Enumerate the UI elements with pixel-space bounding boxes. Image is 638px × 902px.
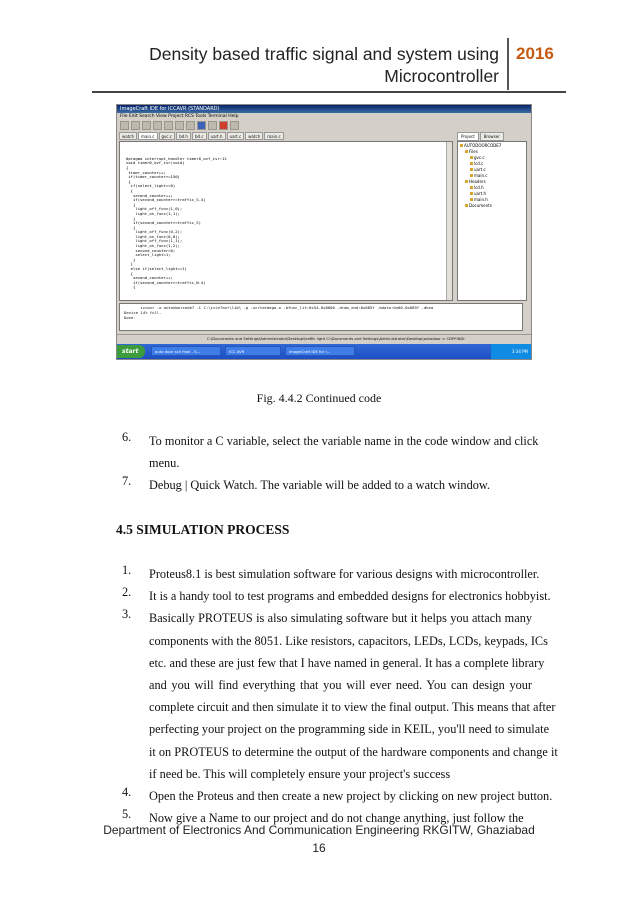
save-icon	[142, 121, 151, 130]
folder-icon	[465, 204, 468, 207]
list-item-text-line: etc. and these are just few that I have named in general. It has a complete library	[149, 655, 545, 670]
code-line: light_off_func(1,0);	[126, 206, 183, 212]
list-item-text-line: Now give a Name to our project and do not change anything, just follow the	[149, 811, 524, 826]
code-line: }	[126, 215, 136, 221]
list-item-text-line: Proteus8.1 is best simulation software for various designs with microcontroller.	[149, 567, 540, 581]
taskbar-clock: 3:34 PM	[491, 344, 531, 359]
list-number: 7.	[122, 474, 132, 489]
ide-titlebar: ImageCraft IDE for ICCAVR (STANDARD)	[117, 105, 531, 113]
tree-item-label: main.h	[474, 197, 488, 202]
taskbar-item: ICC AVR	[225, 346, 281, 356]
header-title	[149, 43, 499, 87]
code-line: light_off_func(0,2);	[126, 229, 183, 235]
code-line: {	[126, 178, 131, 184]
code-line: void timer0_ovf_isr(void)	[126, 160, 185, 166]
list-item-text-line: Open the Proteus and then create a new project by clicking on new project button.	[149, 788, 553, 803]
list-item	[122, 430, 539, 474]
file-icon	[470, 198, 473, 201]
list-item-text-line: perfecting your project on the programming side in KEIL, you'll need to simulate	[149, 722, 550, 737]
new-file-icon	[120, 121, 129, 130]
editor-tab: gvc.c	[159, 132, 176, 140]
folder-icon	[465, 150, 468, 153]
header-rule	[92, 91, 566, 93]
list-item-text-line: if need be. This will completely ensure your project's success	[149, 766, 451, 781]
taskbar-item: auto door sch final - S...	[151, 346, 221, 356]
list-item-text-line: Debug | Quick Watch. The variable will be added to a watch window.	[149, 478, 491, 493]
editor-tab: main.c	[138, 132, 157, 140]
project-tree	[457, 141, 527, 301]
code-line: light_on_func(0,0);	[126, 233, 180, 239]
code-scrollbar	[446, 142, 452, 300]
panel-tab: Browser	[480, 132, 504, 141]
find-icon	[186, 121, 195, 130]
file-icon	[470, 192, 473, 195]
steps-list-debug	[122, 430, 539, 497]
list-number: 2.	[122, 585, 132, 600]
file-icon	[470, 156, 473, 159]
tree-item-label: main.c	[474, 173, 488, 178]
list-item-text-line: It is a handy tool to test programs and embedded designs for electronics hobbyist.	[149, 589, 551, 604]
list-number: 5.	[122, 807, 132, 822]
list-item-text-line: To monitor a C variable, select the variable name in the code window and click	[149, 434, 539, 448]
list-item	[122, 563, 540, 585]
editor-tab: main.c	[264, 132, 283, 140]
ide-statusbar: C:\Documents and Settings\Administrator\Desktop\traffic light C:\Documents and Settings\Administrator\Desktop\autodoor > CDPFINDI	[117, 334, 531, 342]
list-number: 1.	[122, 563, 132, 577]
code-line: timer_counter++;	[126, 169, 166, 175]
paste-icon	[175, 121, 184, 130]
code-line: {	[126, 270, 134, 276]
code-line: {	[126, 284, 136, 290]
output-line: Device 14% full.	[124, 310, 162, 315]
editor-tab: uart.h	[208, 132, 226, 140]
code-line: light_on_func(1,1);	[126, 210, 180, 216]
list-item-text-line: it on PROTEUS to determine the output of the hardware components and change it	[149, 744, 558, 759]
tree-item-label: uart.h	[474, 191, 487, 196]
tree-item-label: gvc.c	[474, 155, 485, 160]
code-line: {	[126, 224, 136, 230]
list-item-text-line: menu.	[149, 456, 180, 471]
project-panel-tabs	[457, 132, 504, 141]
list-number: 3.	[122, 607, 132, 622]
folder-icon	[465, 180, 468, 183]
tree-item-label: AUTODOORCODE7	[464, 143, 502, 148]
file-icon	[470, 162, 473, 165]
output-line: iccavr -o autodoorcode7 -L C:\iccv7avr\lib\ -g -ucrtatmega.o -bfunc_lit:0x54.0x8000 -dram_end:0x085f -bdata:0x60.0x085f -dhea	[124, 305, 434, 310]
code-line: {	[126, 164, 129, 170]
page-header	[0, 38, 638, 96]
build-output	[119, 303, 523, 331]
editor-tab: bd.c	[192, 132, 207, 140]
code-line: #pragma interrupt_handler timer0_ovf_isr:12	[126, 155, 227, 161]
taskbar-item: ImageCraft IDE for I...	[285, 346, 355, 356]
editor-tab: watch	[119, 132, 137, 140]
list-item-text-line: complete circuit and then simulate it to view the final output. This means that after	[149, 700, 556, 715]
tree-item-label: Headers	[469, 179, 486, 184]
code-line: light_off_func(1,1);	[126, 238, 183, 244]
tree-item-label: Documents	[469, 203, 492, 208]
ide-menubar: File Edit Search View Project RCS Tools Terminal Help	[120, 114, 239, 119]
file-icon	[470, 168, 473, 171]
list-item	[122, 585, 551, 607]
tree-item-label: lcd.c	[474, 161, 484, 166]
code-line: if(timer_counter>=150)	[126, 174, 180, 180]
code-editor	[119, 141, 453, 301]
code-line: if(select_light==0)	[126, 183, 176, 189]
file-icon	[470, 186, 473, 189]
list-number: 4.	[122, 784, 132, 799]
cut-icon	[153, 121, 162, 130]
list-number: 6.	[122, 430, 132, 444]
code-line: if(second_counter>=traffic_S)	[126, 220, 201, 226]
copy-icon	[164, 121, 173, 130]
page-footer	[0, 821, 638, 857]
list-item-text-line: and you will find everything that you will ever need. You can design your	[149, 677, 532, 692]
ide-toolbar	[117, 120, 531, 130]
page-number: 16	[312, 841, 326, 855]
list-item	[122, 474, 532, 496]
editor-tab: bd.h	[176, 132, 191, 140]
code-line: select_light=1;	[126, 252, 171, 258]
windows-taskbar	[117, 344, 531, 359]
panel-tab: Project	[457, 132, 479, 141]
list-item-text-line: Basically PROTEUS is also simulating software but it helps you attach many	[149, 611, 532, 626]
code-line: if(second_counter>=traffic_S-4)	[126, 197, 206, 203]
code-line: {	[126, 201, 136, 207]
steps-list-simulation	[122, 563, 558, 829]
header-title-line-2: Microcontroller	[384, 66, 499, 86]
file-icon	[470, 174, 473, 177]
editor-tab: watch	[245, 132, 263, 140]
open-file-icon	[131, 121, 140, 130]
figure-caption: Fig. 4.4.2 Continued code	[256, 391, 382, 405]
list-item	[122, 784, 553, 807]
code-line: }	[126, 261, 134, 267]
tree-item-label: lcd.h	[474, 185, 484, 190]
code-line: }	[126, 256, 136, 262]
list-item-text-line: components with the 8051. Like resistors, capacitors, LEDs, LCDs, keypads, ICs	[149, 633, 548, 648]
stop-icon	[219, 121, 228, 130]
build-icon	[197, 121, 206, 130]
compile-icon	[208, 121, 217, 130]
tree-item-label: Files	[469, 149, 478, 154]
footer-department: Department of Electronics And Communication Engineering RKGITW, Ghaziabad	[103, 823, 535, 837]
section-heading: 4.5 SIMULATION PROCESS	[116, 522, 290, 537]
code-line: if(second_counter>=traffic_N-4)	[126, 279, 206, 285]
ide-screenshot-figure	[116, 104, 532, 360]
folder-icon	[460, 144, 463, 147]
start-button: start	[117, 345, 145, 358]
code-line: {	[126, 187, 134, 193]
header-divider	[507, 38, 509, 90]
code-line: second_counter++;	[126, 192, 173, 198]
output-line: Done.	[124, 315, 136, 320]
options-icon	[230, 121, 239, 130]
code-line: second_counter++;	[126, 275, 173, 281]
tree-item-label: uart.c	[474, 167, 486, 172]
code-line: light_on_func(1,2);	[126, 243, 180, 249]
header-title-line-1: Density based traffic signal and system using	[149, 44, 499, 64]
code-line: second_counter=0;	[126, 247, 176, 253]
code-line: else if(select_light==1)	[126, 266, 187, 272]
list-item	[122, 607, 558, 785]
editor-tabs	[119, 132, 284, 140]
tree-item	[460, 203, 524, 209]
editor-tab: uart.c	[227, 132, 245, 140]
header-year: 2016	[516, 44, 554, 63]
